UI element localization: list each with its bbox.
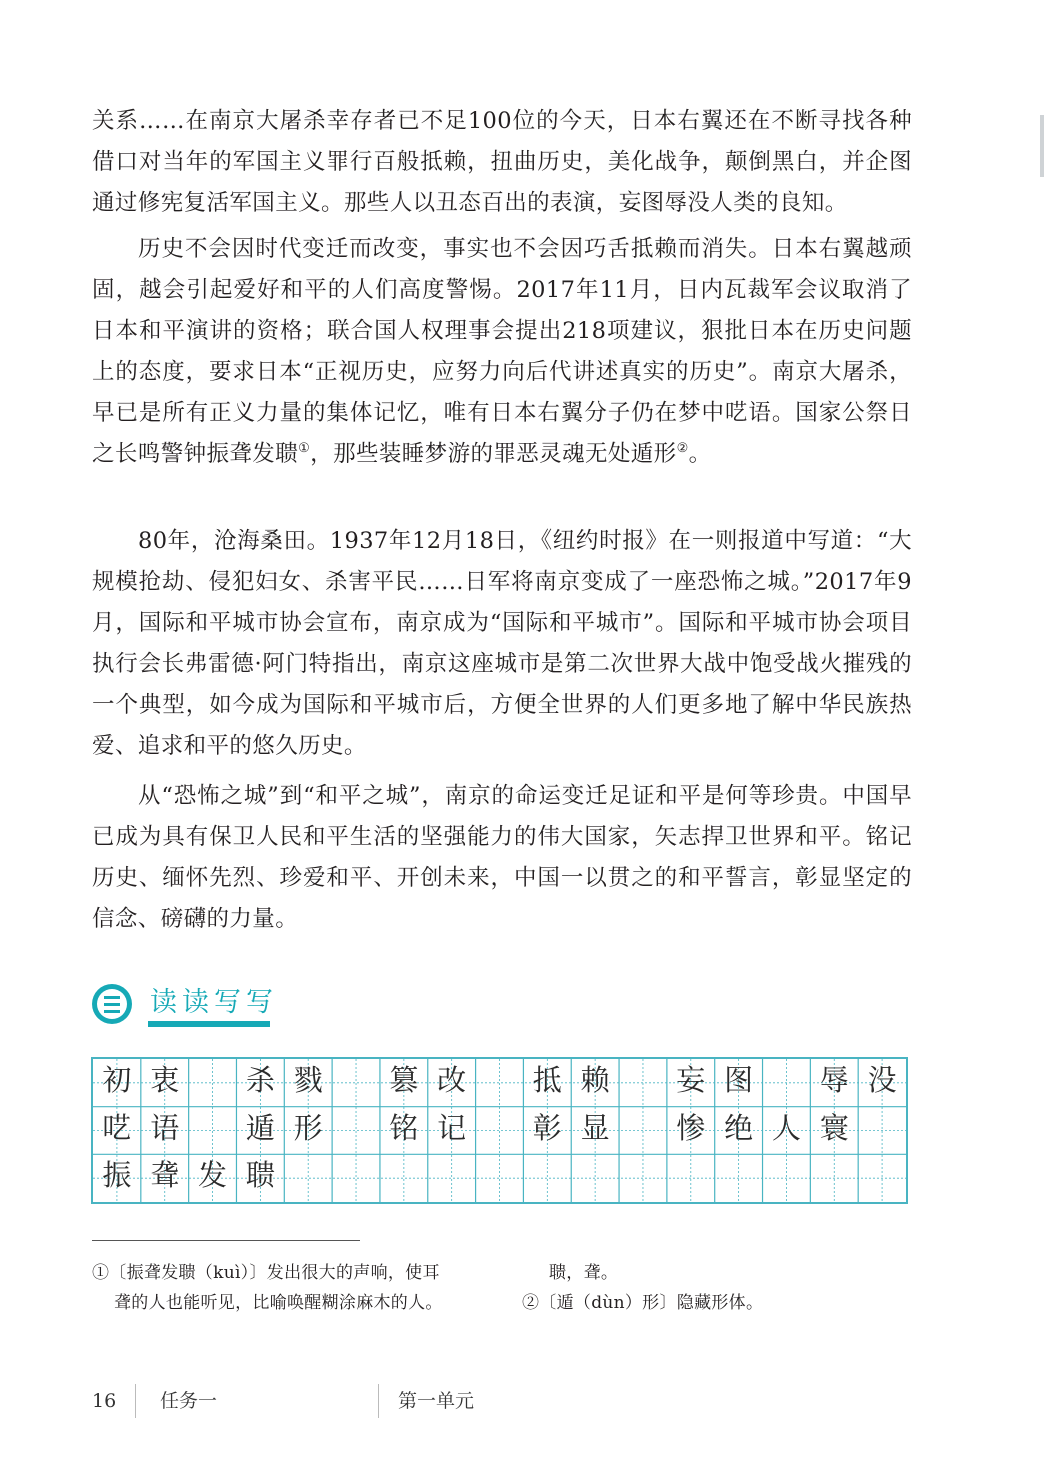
- paragraph-4: 从“恐怖之城”到“和平之城”，南京的命运变迁足证和平是何等珍贵。中国早已成为具有保卫人民和平生活的坚强能力的伟大国家，矢志捍卫世界和平。铭记历史、缅怀先烈、珍爱和平、开创未来，中国一以贯之的和平誓言，彰显坚定的信念、磅礴的力量。: [92, 783, 912, 932]
- grid-character: 语: [150, 1110, 180, 1145]
- footnote-1-line-3: 聩，聋。: [549, 1263, 619, 1283]
- grid-character: 聋: [150, 1158, 180, 1193]
- grid-character: 振: [102, 1158, 132, 1193]
- grid-character: 妄: [676, 1063, 706, 1097]
- grid-character: 抵: [532, 1063, 562, 1097]
- footnote-1-line-2: 聋的人也能听见，比喻唤醒糊涂麻木的人。: [114, 1293, 443, 1313]
- grid-character: 彰: [532, 1110, 562, 1145]
- grid-character: 辱: [819, 1063, 849, 1097]
- grid-character: 呓: [102, 1110, 132, 1145]
- footer-unit: 第一单元: [398, 1390, 475, 1412]
- grid-character: 遁: [245, 1110, 275, 1145]
- grid-character: 初: [102, 1063, 132, 1097]
- section-title: 读读写写: [150, 987, 278, 1018]
- grid-character: 改: [437, 1063, 467, 1097]
- paragraph-2: [92, 229, 912, 475]
- grid-character: 赖: [580, 1063, 610, 1097]
- grid-character: 聩: [245, 1158, 275, 1193]
- grid-character: 寰: [819, 1110, 849, 1145]
- grid-character: 铭: [389, 1110, 419, 1145]
- grid-character: 没: [867, 1063, 897, 1097]
- grid-character: 戮: [293, 1063, 323, 1097]
- footnote-ref-1[interactable]: ①: [298, 441, 311, 456]
- footnote-2: ②〔遁（dùn）形〕隐藏形体。: [522, 1293, 764, 1313]
- grid-character: 形: [293, 1110, 323, 1145]
- paragraph-3: 80年，沧海桑田。1937年12月18日，《纽约时报》在一则报道中写道：“大规模抢劫、侵犯妇女、杀害平民……日军将南京变成了一座恐怖之城。”2017年9月，国际和平城市协会宣布，南京成为“国际和平城市”。国际和平城市协会项目执行会长弗雷德·阿门特指出，南京这座城市是第二次世界大战中饱受战火摧残的一个典型，如今成为国际和平城市后，方便全世界的人们更多地了解中华民族热爱、追求和平的悠久历史。: [92, 528, 912, 759]
- paragraph-2-text: 历史不会因时代变迁而改变，事实也不会因巧舌抵赖而消失。日本右翼越顽固，越会引起爱好和平的人们高度警惕。2017年11月，日内瓦裁军会议取消了日本和平演讲的资格；联合国人权理事会提出218项建议，狠批日本在历史问题上的态度，要求日本“正视历史，应努力向后代讲述真实的历史”。南京大屠杀，早已是所有正义力量的集体记忆，唯有日本右翼分子仍在梦中呓语。国家公祭日之长鸣警钟振聋发聩: [92, 236, 912, 467]
- grid-character: 杀: [245, 1063, 275, 1097]
- paragraph-1: 关系……在南京大屠杀幸存者已不足100位的今天，日本右翼还在不断寻找各种借口对当年的军国主义罪行百般抵赖，扭曲历史，美化战争，颠倒黑白，并企图通过修宪复活军国主义。那些人以丑态百出的表演，妄图辱没人类的良知。: [92, 108, 912, 216]
- grid-character: 人: [771, 1110, 801, 1145]
- page-edge-mark: [1040, 115, 1044, 177]
- grid-character: 记: [437, 1110, 467, 1145]
- paragraph-2-mid: ，那些装睡梦游的罪恶灵魂无处遁形: [310, 441, 677, 467]
- writing-grid: [91, 1057, 908, 1204]
- grid-character: 显: [580, 1110, 610, 1145]
- footnote-ref-2[interactable]: ②: [676, 441, 689, 456]
- grid-character: 衷: [150, 1063, 180, 1097]
- footer-task: 任务一: [160, 1390, 218, 1412]
- grid-character: 篡: [389, 1063, 419, 1097]
- footer-separator-1: [135, 1384, 136, 1418]
- footnote-divider: [92, 1240, 360, 1241]
- section-header: [92, 978, 282, 1030]
- paragraph-2-end: 。: [688, 441, 712, 467]
- grid-character: 图: [724, 1063, 754, 1097]
- page-number: 16: [92, 1390, 117, 1412]
- grid-character: 惨: [676, 1110, 706, 1145]
- footnote-1-line-1: ①〔振聋发聩（kuì）〕发出很大的声响，使耳: [92, 1263, 440, 1283]
- grid-character: 发: [198, 1158, 228, 1193]
- footer-separator-2: [378, 1384, 379, 1418]
- section-underline: [148, 1021, 270, 1027]
- grid-character: 绝: [724, 1110, 754, 1145]
- section-three-icon: [92, 984, 132, 1024]
